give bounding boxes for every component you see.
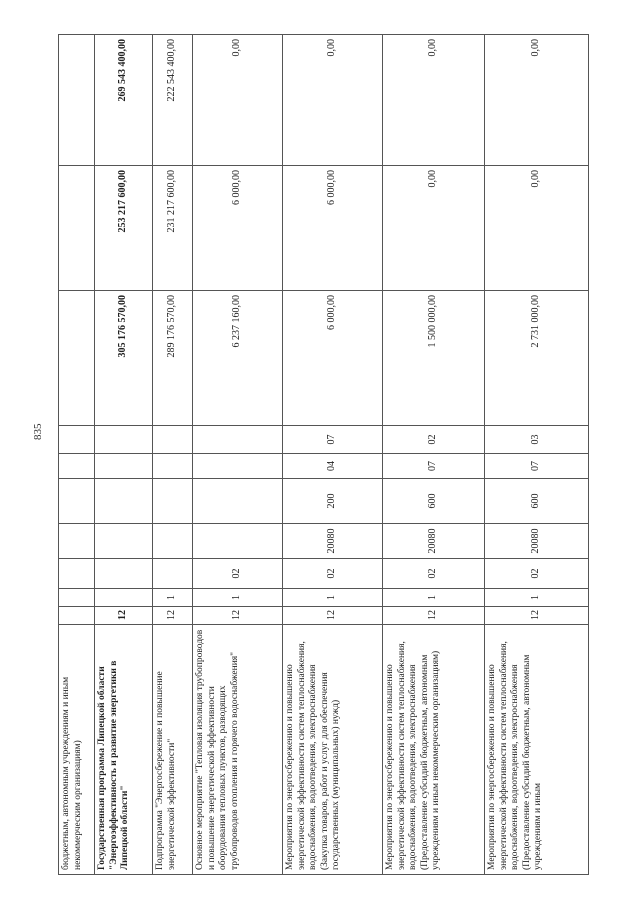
event-code [95, 559, 153, 589]
amount-year-1: 2 731 000,00 [485, 291, 589, 426]
section-code: 07 [485, 454, 589, 479]
section-code [193, 454, 283, 479]
amount-year-2: 6 000,00 [283, 166, 383, 291]
subsection-code: 03 [485, 426, 589, 454]
grbs-code: 12 [95, 607, 153, 625]
budget-table-rotated [58, 35, 588, 875]
amount-year-3: 222 543 400,00 [153, 35, 193, 166]
amount-year-1: 289 176 570,00 [153, 291, 193, 426]
budget-table [58, 34, 589, 875]
section-code [153, 454, 193, 479]
amount-year-1: 305 176 570,00 [95, 291, 153, 426]
expense-type-code: 200 [283, 479, 383, 524]
program-code: 1 [383, 589, 485, 607]
row-name: Государственная программа Липецкой области "Энергоэффективность и развитие энергетики в Липецкой области" [95, 625, 153, 875]
amount-year-2 [59, 166, 95, 291]
direction-code [95, 524, 153, 559]
row-name: Подпрограмма "Энергосбережение и повышение энергетической эффективности" [153, 625, 193, 875]
direction-code [59, 524, 95, 559]
program-code: 1 [283, 589, 383, 607]
program-code [59, 589, 95, 607]
subsection-code [95, 426, 153, 454]
subsection-code: 07 [283, 426, 383, 454]
event-code [153, 559, 193, 589]
grbs-code: 12 [153, 607, 193, 625]
amount-year-1 [59, 291, 95, 426]
row-name: Основное мероприятие "Тепловая изоляция трубопроводов и повышение энергетической эффективности оборудования тепловых пунктов, разводящих трубопроводов отопления и горячего водоснабжения" [193, 625, 283, 875]
expense-type-code [59, 479, 95, 524]
grbs-code: 12 [383, 607, 485, 625]
subsection-code [193, 426, 283, 454]
section-code: 04 [283, 454, 383, 479]
table-row [153, 35, 193, 875]
section-code [59, 454, 95, 479]
subsection-code: 02 [383, 426, 485, 454]
table-row [283, 35, 383, 875]
grbs-code: 12 [283, 607, 383, 625]
event-code [59, 559, 95, 589]
amount-year-3: 269 543 400,00 [95, 35, 153, 166]
amount-year-1: 1 500 000,00 [383, 291, 485, 426]
expense-type-code [95, 479, 153, 524]
expense-type-code [153, 479, 193, 524]
subsection-code [153, 426, 193, 454]
amount-year-3 [59, 35, 95, 166]
amount-year-2: 231 217 600,00 [153, 166, 193, 291]
amount-year-2: 253 217 600,00 [95, 166, 153, 291]
event-code: 02 [383, 559, 485, 589]
amount-year-2: 6 000,00 [193, 166, 283, 291]
direction-code: 20080 [383, 524, 485, 559]
direction-code [153, 524, 193, 559]
amount-year-2: 0,00 [485, 166, 589, 291]
grbs-code: 12 [193, 607, 283, 625]
subsection-code [59, 426, 95, 454]
table-row [485, 35, 589, 875]
amount-year-1: 6 000,00 [283, 291, 383, 426]
row-name: бюджетным, автономным учреждениям и иным некоммерческим организациям) [59, 625, 95, 875]
event-code: 02 [193, 559, 283, 589]
row-name: Мероприятия по энергосбережению и повышению энергетической эффективности систем теплоснабжения, водоснабжения, водоотведения, электроснабжения (Закупка товаров, работ и услуг для обеспечения государственных (муниципальных) нужд) [283, 625, 383, 875]
row-name: Мероприятия по энергосбережению и повышению энергетической эффективности систем теплоснабжения, водоснабжения, водоотведения, электроснабжения (Предоставление субсидий бюджетным, автономным учреждениям и иным некоммерческим организациям) [383, 625, 485, 875]
amount-year-2: 0,00 [383, 166, 485, 291]
table-row [95, 35, 153, 875]
expense-type-code [193, 479, 283, 524]
expense-type-code: 600 [383, 479, 485, 524]
event-code: 02 [485, 559, 589, 589]
section-code: 07 [383, 454, 485, 479]
page-number: 835 [32, 423, 44, 440]
direction-code: 20080 [283, 524, 383, 559]
amount-year-3: 0,00 [383, 35, 485, 166]
direction-code: 20080 [485, 524, 589, 559]
amount-year-3: 0,00 [283, 35, 383, 166]
grbs-code: 12 [485, 607, 589, 625]
section-code [95, 454, 153, 479]
program-code: 1 [485, 589, 589, 607]
amount-year-3: 0,00 [193, 35, 283, 166]
table-row [383, 35, 485, 875]
direction-code [193, 524, 283, 559]
table-row [59, 35, 95, 875]
row-name: Мероприятия по энергосбережению и повышению энергетической эффективности систем теплоснабжения, водоснабжения, водоотведения, электроснабжения (Предоставление субсидий бюджетным, автономным учреждениям и иным [485, 625, 589, 875]
expense-type-code: 600 [485, 479, 589, 524]
program-code: 1 [193, 589, 283, 607]
amount-year-3: 0,00 [485, 35, 589, 166]
program-code: 1 [153, 589, 193, 607]
grbs-code [59, 607, 95, 625]
event-code: 02 [283, 559, 383, 589]
table-row [193, 35, 283, 875]
program-code [95, 589, 153, 607]
amount-year-1: 6 237 160,00 [193, 291, 283, 426]
